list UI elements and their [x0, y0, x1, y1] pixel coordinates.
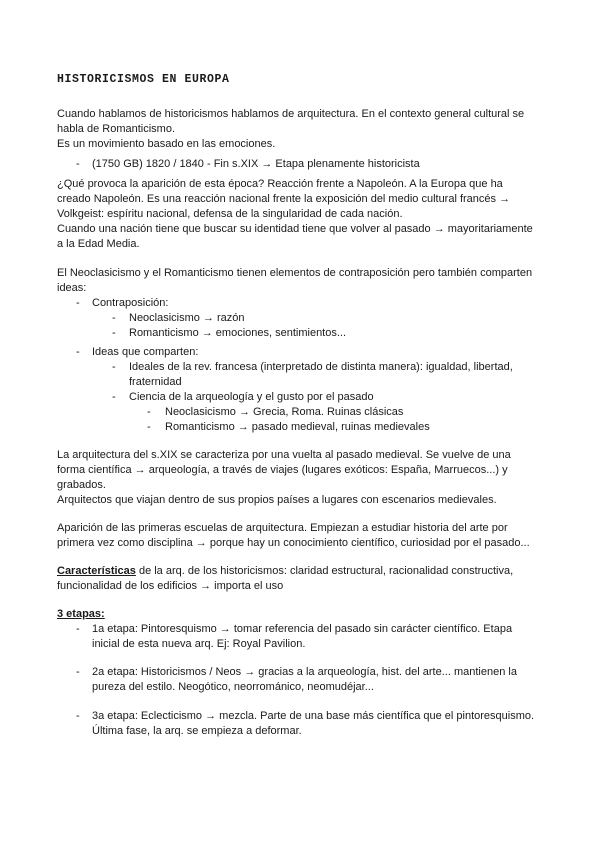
compare-line-2: ideas: — [57, 282, 87, 294]
bullet-dash: - — [76, 666, 80, 678]
shared-item-2: Ciencia de la arqueología y el gusto por el pasado — [129, 391, 374, 403]
xix-line-3: grabados. — [57, 479, 106, 491]
shared-item-1-line-2: fraternidad — [129, 376, 182, 388]
bullet-dash: - — [147, 421, 151, 433]
bullet-dash: - — [76, 710, 80, 722]
compare-line-1: El Neoclasicismo y el Romanticismo tienen elementos de contraposición pero también comparten — [57, 267, 533, 279]
xix-line-1: La arquitectura del s.XIX se caracteriza por una vuelta al pasado medieval. Se vuelve de una — [57, 449, 511, 461]
page-title: HISTORICISMOS EN EUROPA — [57, 73, 230, 86]
bullet-dash: - — [147, 406, 151, 418]
napoleon-line-2: creado Napoleón. Es una reacción nacional frente la exposición del medio cultural francés → — [57, 193, 511, 205]
bullet-dash: - — [112, 391, 116, 403]
stage-3-line-2: Última fase, la arq. se empieza a deformar. — [92, 725, 302, 737]
contra-item: Romanticismo → emociones, sentimientos... — [129, 327, 347, 339]
intro-line-2: habla de Romanticismo. — [57, 123, 176, 135]
stage-1-line-1: 1a etapa: Pintoresquismo → tomar referencia del pasado sin carácter científico. Etapa — [92, 623, 513, 635]
shared-label: Ideas que comparten: — [92, 346, 199, 358]
bullet-dash: - — [76, 346, 80, 358]
xix-line-4: Arquitectos que viajan dentro de sus propios países a lugares con escenarios medievales. — [57, 494, 497, 506]
bullet-dash: - — [76, 623, 80, 635]
stage-2-line-2: pureza del estilo. Neogótico, neorrománico, neomudéjar... — [92, 681, 374, 693]
stage-1-line-2: inicial de esta nueva arq. Ej: Royal Pavilion. — [92, 638, 306, 650]
napoleon-line-1: ¿Qué provoca la aparición de esta época? Reacción frente a Napoleón. A la Europa que ha — [57, 178, 503, 190]
bullet-dash: - — [76, 158, 80, 170]
bullet-dash: - — [112, 327, 116, 339]
napoleon-line-3: Volkgeist: espíritu nacional, defensa de la singularidad de cada nación. — [57, 208, 403, 220]
sub-item: Neoclasicismo → Grecia, Roma. Ruinas clásicas — [165, 406, 404, 418]
characteristics-text: de la arq. de los historicismos: claridad estructural, racionalidad constructiva, — [135, 565, 514, 577]
napoleon-line-4: Cuando una nación tiene que buscar su identidad tiene que volver al pasado → mayoritariamente — [57, 223, 533, 235]
sub-item: Romanticismo → pasado medieval, ruinas medievales — [165, 421, 430, 433]
stages-label: 3 etapas: — [57, 608, 105, 620]
bullet-dash: - — [112, 312, 116, 324]
contra-label: Contraposición: — [92, 297, 169, 309]
characteristics-line-2: funcionalidad de los edificios → importa el uso — [57, 580, 284, 592]
intro-line-3: Es un movimiento basado en las emociones. — [57, 138, 276, 150]
characteristics-line-1 — [57, 564, 513, 580]
bullet-dash: - — [112, 361, 116, 373]
timeline-item: (1750 GB) 1820 / 1840 - Fin s.XIX → Etapa plenamente historicista — [92, 158, 420, 170]
shared-item-1-line-1: Ideales de la rev. francesa (interpretado de distinta manera): igualdad, libertad, — [129, 361, 513, 373]
characteristics-label: Características — [57, 565, 136, 577]
stage-2-line-1: 2a etapa: Historicismos / Neos → gracias a la arqueología, hist. del arte... mantienen la — [92, 666, 517, 678]
napoleon-line-5: a la Edad Media. — [57, 238, 140, 250]
contra-item: Neoclasicismo → razón — [129, 312, 245, 324]
intro-line-1: Cuando hablamos de historicismos hablamos de arquitectura. En el contexto general cultural se — [57, 108, 525, 120]
stage-3-line-1: 3a etapa: Eclecticismo → mezcla. Parte de una base más científica que el pintoresquismo. — [92, 710, 535, 722]
xix-line-2: forma científica → arqueología, a través de viajes (lugares exóticos: España, Marruecos...) y — [57, 464, 508, 476]
bullet-dash: - — [76, 297, 80, 309]
schools-line-2: primera vez como disciplina → porque hay un conocimiento científico, curiosidad por el pasado... — [57, 537, 530, 549]
schools-line-1: Aparición de las primeras escuelas de arquitectura. Empiezan a estudiar historia del arte por — [57, 522, 508, 534]
